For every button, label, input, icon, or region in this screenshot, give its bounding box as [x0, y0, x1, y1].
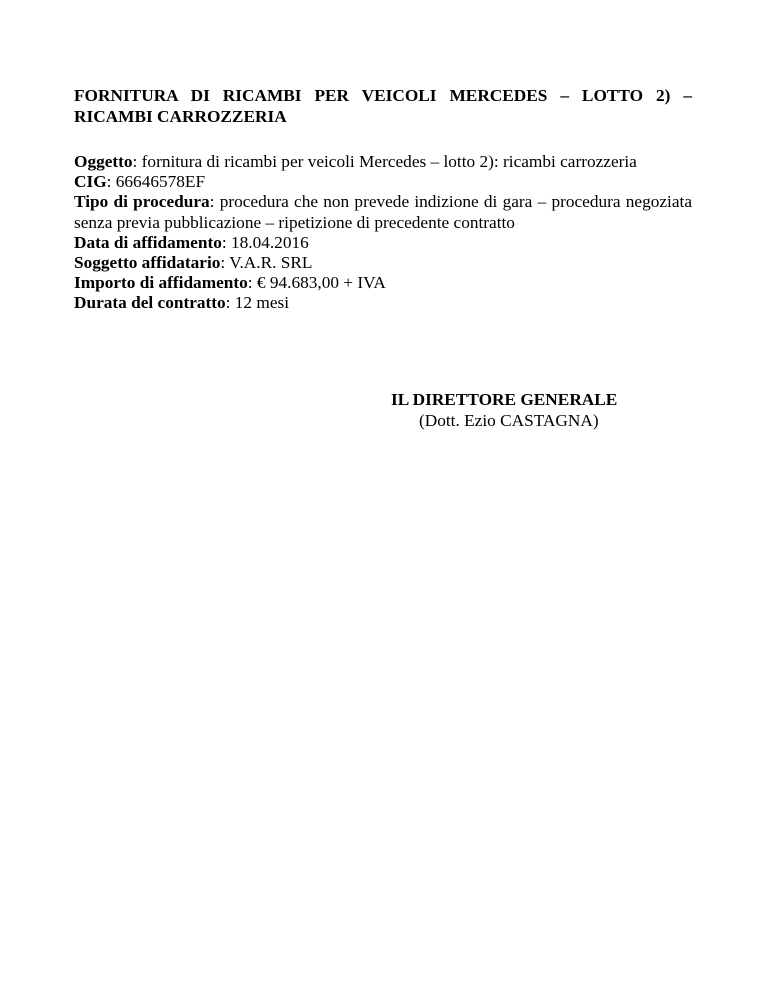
field-value: : fornitura di ricambi per veicoli Mercedes – lotto 2): ricambi carrozzeria — [132, 152, 637, 171]
field-soggetto-affidatario — [74, 253, 692, 273]
field-value: : 18.04.2016 — [221, 232, 309, 252]
field-oggetto — [74, 152, 692, 172]
field-label: Data di affidamento — [74, 232, 222, 252]
document-page — [74, 85, 692, 314]
field-label: Importo di affidamento — [74, 273, 248, 293]
field-label: Soggetto affidatario — [74, 253, 221, 273]
document-title: FORNITURA DI RICAMBI PER VEICOLI MERCEDES – LOTTO 2) – RICAMBI CARROZZERIA — [74, 86, 692, 126]
field-value: : V.A.R. SRL — [220, 253, 313, 273]
signature-role: IL DIRETTORE GENERALE — [391, 390, 618, 409]
field-label: Oggetto — [74, 152, 133, 171]
field-value: : 66646578EF — [106, 172, 206, 192]
field-value: : € 94.683,00 + IVA — [247, 273, 386, 293]
field-cig — [74, 172, 692, 192]
field-value: : 12 mesi — [225, 293, 290, 313]
field-value: : procedura che non prevede indizione di gara – procedura negoziata senza previa pubblicazione – ripetizione di precedente contratto — [74, 192, 692, 232]
signature-block — [391, 389, 671, 431]
field-label: Tipo di procedura — [74, 192, 210, 212]
signature-name: (Dott. Ezio CASTAGNA) — [419, 411, 599, 430]
field-label: Durata del contratto — [74, 293, 226, 313]
field-label: CIG — [74, 172, 107, 192]
field-tipo-procedura — [74, 192, 692, 232]
field-data-affidamento — [74, 233, 692, 253]
field-durata-contratto — [74, 293, 692, 313]
document-body — [74, 152, 692, 314]
field-importo-affidamento — [74, 273, 692, 293]
